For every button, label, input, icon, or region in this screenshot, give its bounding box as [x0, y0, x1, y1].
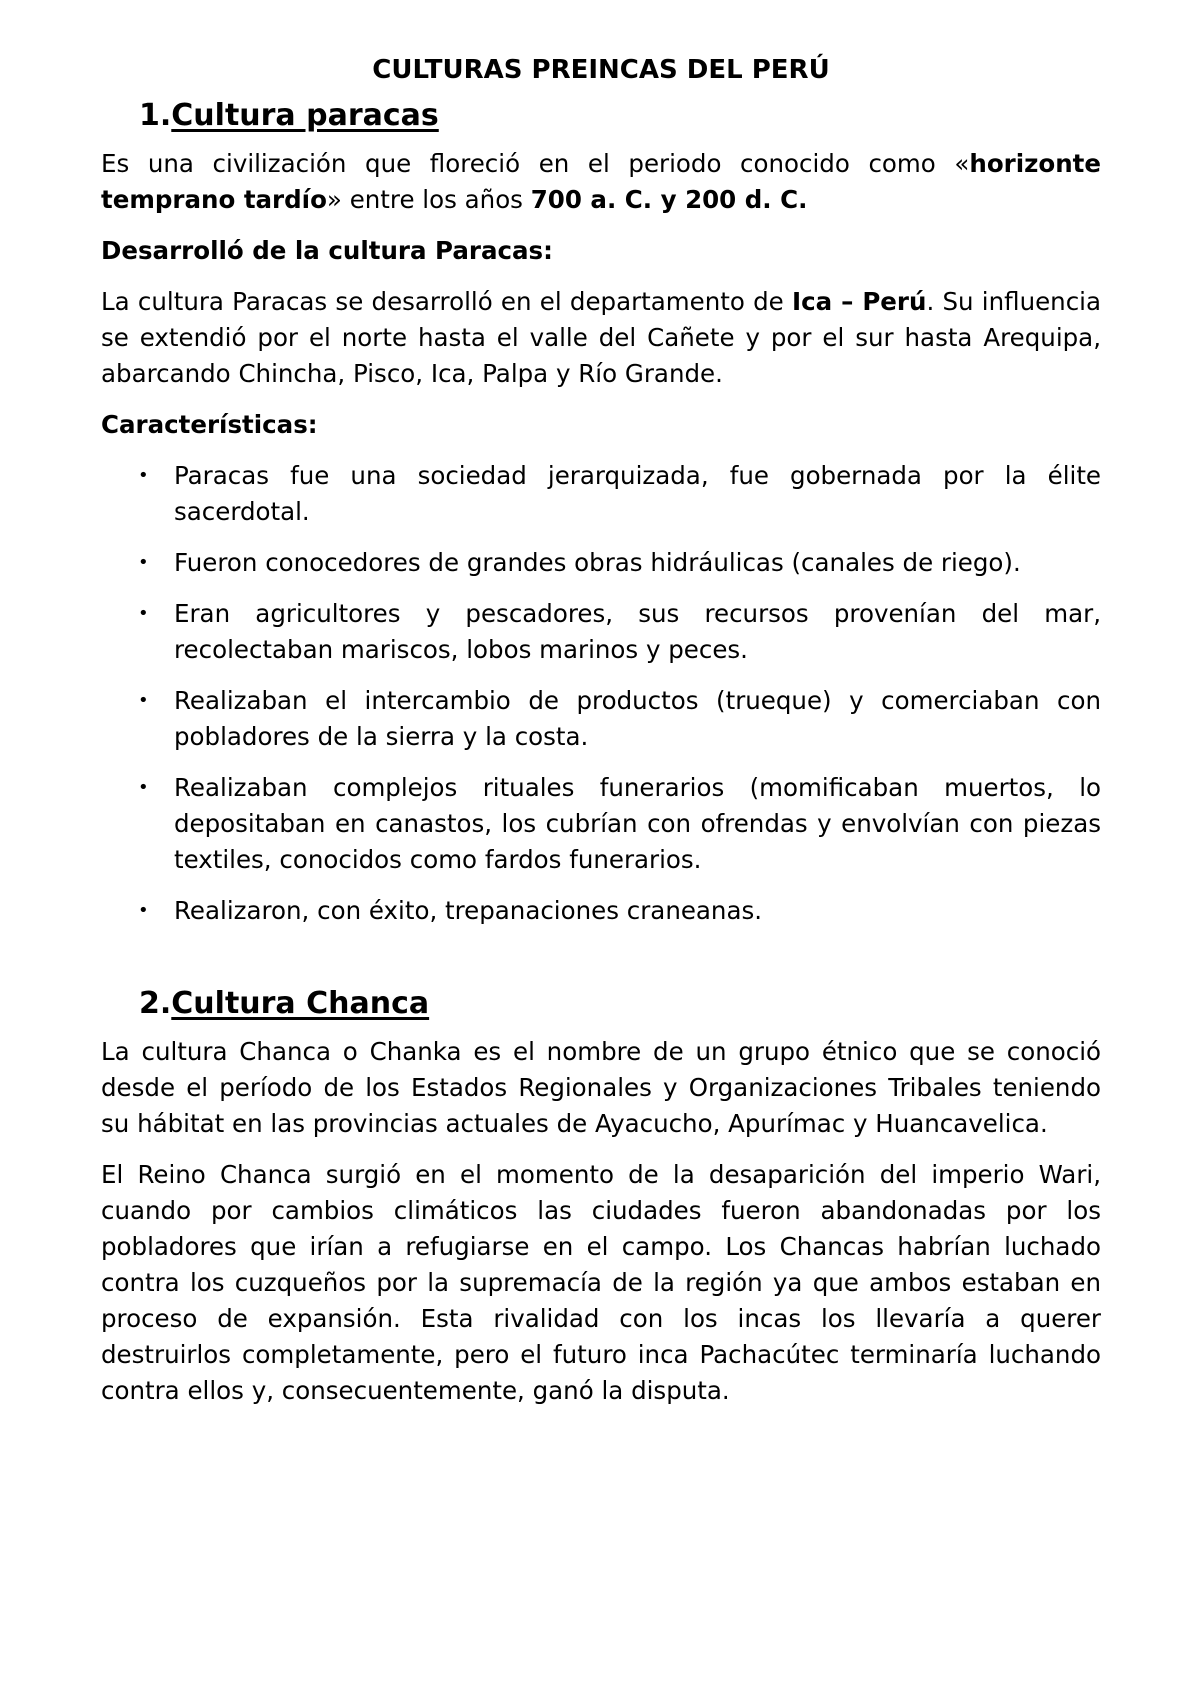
- list-item-text: Fueron conocedores de grandes obras hidráulicas (canales de riego).: [174, 548, 1021, 577]
- list-item: [101, 770, 1101, 878]
- document-page: [101, 52, 1101, 1424]
- paracas-characteristics-list: [101, 458, 1101, 929]
- paracas-dev-text-2: . Su influencia se extendió por el norte hasta el valle del Cañete y por el sur hasta Arequipa, abarcando Chincha, Pisco, Ica, Palpa y Río Grande.: [101, 287, 1101, 388]
- list-item-text: Paracas fue una sociedad jerarquizada, fue gobernada por la élite sacerdotal.: [174, 461, 1101, 526]
- bullet-icon: •: [138, 777, 149, 798]
- paracas-dev-bold-1: Ica – Perú: [791, 287, 927, 316]
- paracas-intro-text-2: » entre los años: [326, 185, 531, 214]
- paracas-intro-bold-1: horizonte temprano tardío: [101, 149, 1101, 214]
- section-2-title: Cultura Chanca: [171, 986, 430, 1021]
- section-1-title: Cultura paracas: [171, 98, 439, 133]
- list-item: [101, 683, 1101, 755]
- chanca-paragraph-1: La cultura Chanca o Chanka es el nombre de un grupo étnico que se conoció desde el período de los Estados Regionales y Organizaciones Tribales teniendo su hábitat en las provincias actuales de Ayacucho, Apurímac y Huancavelica.: [101, 1037, 1101, 1138]
- paracas-development-heading: Desarrolló de la cultura Paracas:: [101, 236, 553, 265]
- bullet-icon: •: [138, 552, 149, 573]
- paracas-intro-bold-2: 700 a. C. y 200 d. C.: [530, 185, 808, 214]
- section-2-heading: [139, 984, 1101, 1024]
- list-item: [101, 545, 1101, 581]
- section-1-number: 1.: [139, 98, 172, 133]
- chanca-paragraph-2: El Reino Chanca surgió en el momento de la desaparición del imperio Wari, cuando por cambios climáticos las ciudades fueron abandonadas por los pobladores que irían a refugiarse en el campo. Los Chancas habrían luchado contra los cuzqueños por la supremacía de la región ya que ambos estaban en proceso de expansión. Esta rivalidad con los incas los llevaría a querer destruirlos completamente, pero el futuro inca Pachacútec terminaría luchando contra ellos y, consecuentemente, ganó la disputa.: [101, 1160, 1101, 1405]
- list-item-text: Realizaron, con éxito, trepanaciones craneanas.: [174, 896, 763, 925]
- list-item-text: Eran agricultores y pescadores, sus recursos provenían del mar, recolectaban mariscos, lobos marinos y peces.: [174, 599, 1101, 664]
- paracas-development-paragraph: [101, 284, 1101, 392]
- paracas-dev-text-1: La cultura Paracas se desarrolló en el departamento de: [101, 287, 792, 316]
- section-1-heading: [139, 96, 1101, 136]
- document-title: CULTURAS PREINCAS DEL PERÚ: [372, 55, 830, 85]
- section-spacer: [101, 944, 1101, 984]
- section-2-number: 2.: [139, 986, 172, 1021]
- list-item: [101, 458, 1101, 530]
- bullet-icon: •: [138, 690, 149, 711]
- paracas-intro-text-1: Es una civilización que floreció en el periodo conocido como «: [101, 149, 970, 178]
- list-item-text: Realizaban complejos rituales funerarios (momificaban muertos, lo depositaban en canastos, los cubrían con ofrendas y envolvían con piezas textiles, conocidos como fardos funerarios.: [174, 773, 1101, 874]
- bullet-icon: •: [138, 603, 149, 624]
- list-item: [101, 893, 1101, 929]
- list-item: [101, 596, 1101, 668]
- bullet-icon: •: [138, 465, 149, 486]
- paracas-intro-paragraph: [101, 146, 1101, 218]
- list-item-text: Realizaban el intercambio de productos (trueque) y comerciaban con pobladores de la sierra y la costa.: [174, 686, 1101, 751]
- paracas-characteristics-heading: Características:: [101, 410, 318, 439]
- bullet-icon: •: [138, 900, 149, 921]
